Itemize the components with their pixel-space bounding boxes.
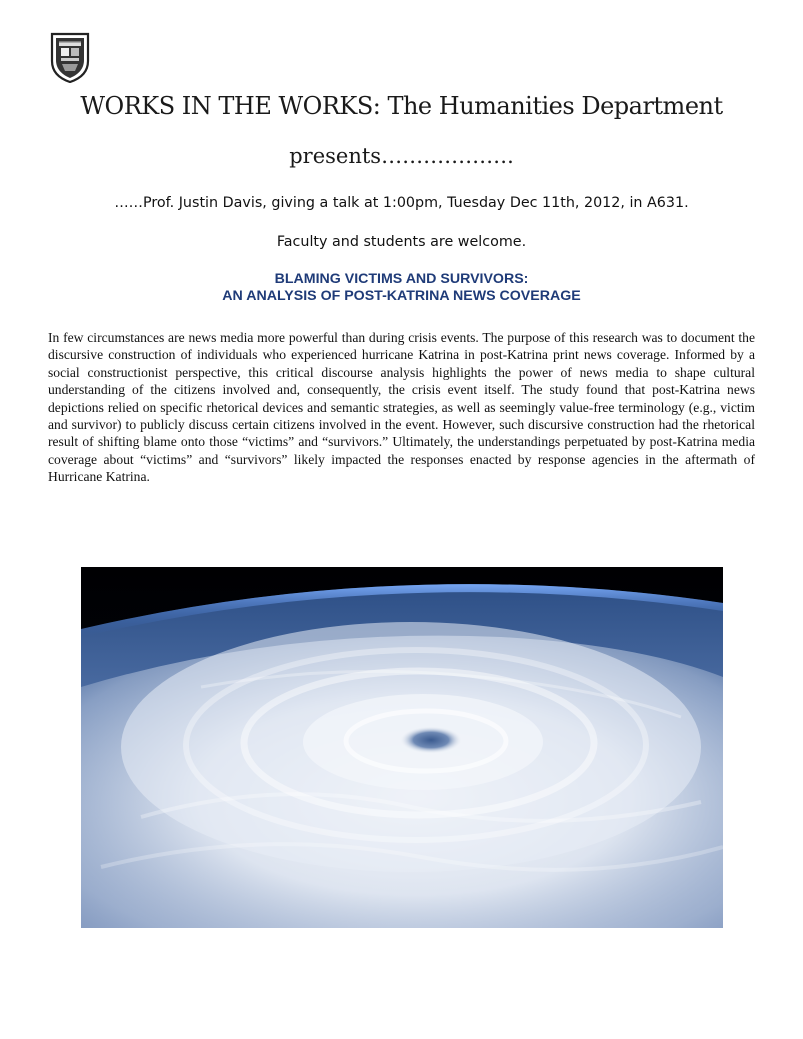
page-title: WORKS IN THE WORKS: The Humanities Department bbox=[80, 92, 723, 120]
talk-title-line-2: AN ANALYSIS OF POST-KATRINA NEWS COVERAGE bbox=[222, 288, 581, 304]
talk-title-line-1: BLAMING VICTIMS AND SURVIVORS: bbox=[274, 271, 529, 287]
department-logo bbox=[49, 31, 91, 83]
presents-line: presents………………. bbox=[289, 144, 514, 168]
shield-crest-icon bbox=[49, 31, 91, 83]
talk-title bbox=[0, 271, 803, 305]
hurricane-image bbox=[81, 567, 723, 928]
event-announcement: ……Prof. Justin Davis, giving a talk at 1:00pm, Tuesday Dec 11th, 2012, in A631. bbox=[114, 195, 689, 211]
talk-abstract: In few circumstances are news media more powerful than during crisis events. The purpose of this research was to document the discursive construction of individuals who experienced hurricane Katrina in post-Katrina print news coverage. Informed by a social constructionist perspective, this critical discourse analysis highlights the power of news media to shape cultural understanding of the citizens involved and, consequently, the crisis event itself. The study found that post-Katrina news depictions relied on specific rhetorical devices and semantic strategies, as well as seemingly value-free terminology (e.g., victim and survivor) to publicly discuss certain citizens involved in the event. However, such discursive construction had the rhetorical result of shifting blame onto those “victims” and “survivors.” Ultimately, the understandings perpetuated by post-Katrina media coverage about “victims” and “survivors” likely impacted the responses enacted by response agencies in the aftermath of Hurricane Katrina. bbox=[48, 330, 755, 485]
audience-welcome: Faculty and students are welcome. bbox=[276, 234, 527, 250]
hurricane-from-space-photo bbox=[81, 567, 723, 928]
